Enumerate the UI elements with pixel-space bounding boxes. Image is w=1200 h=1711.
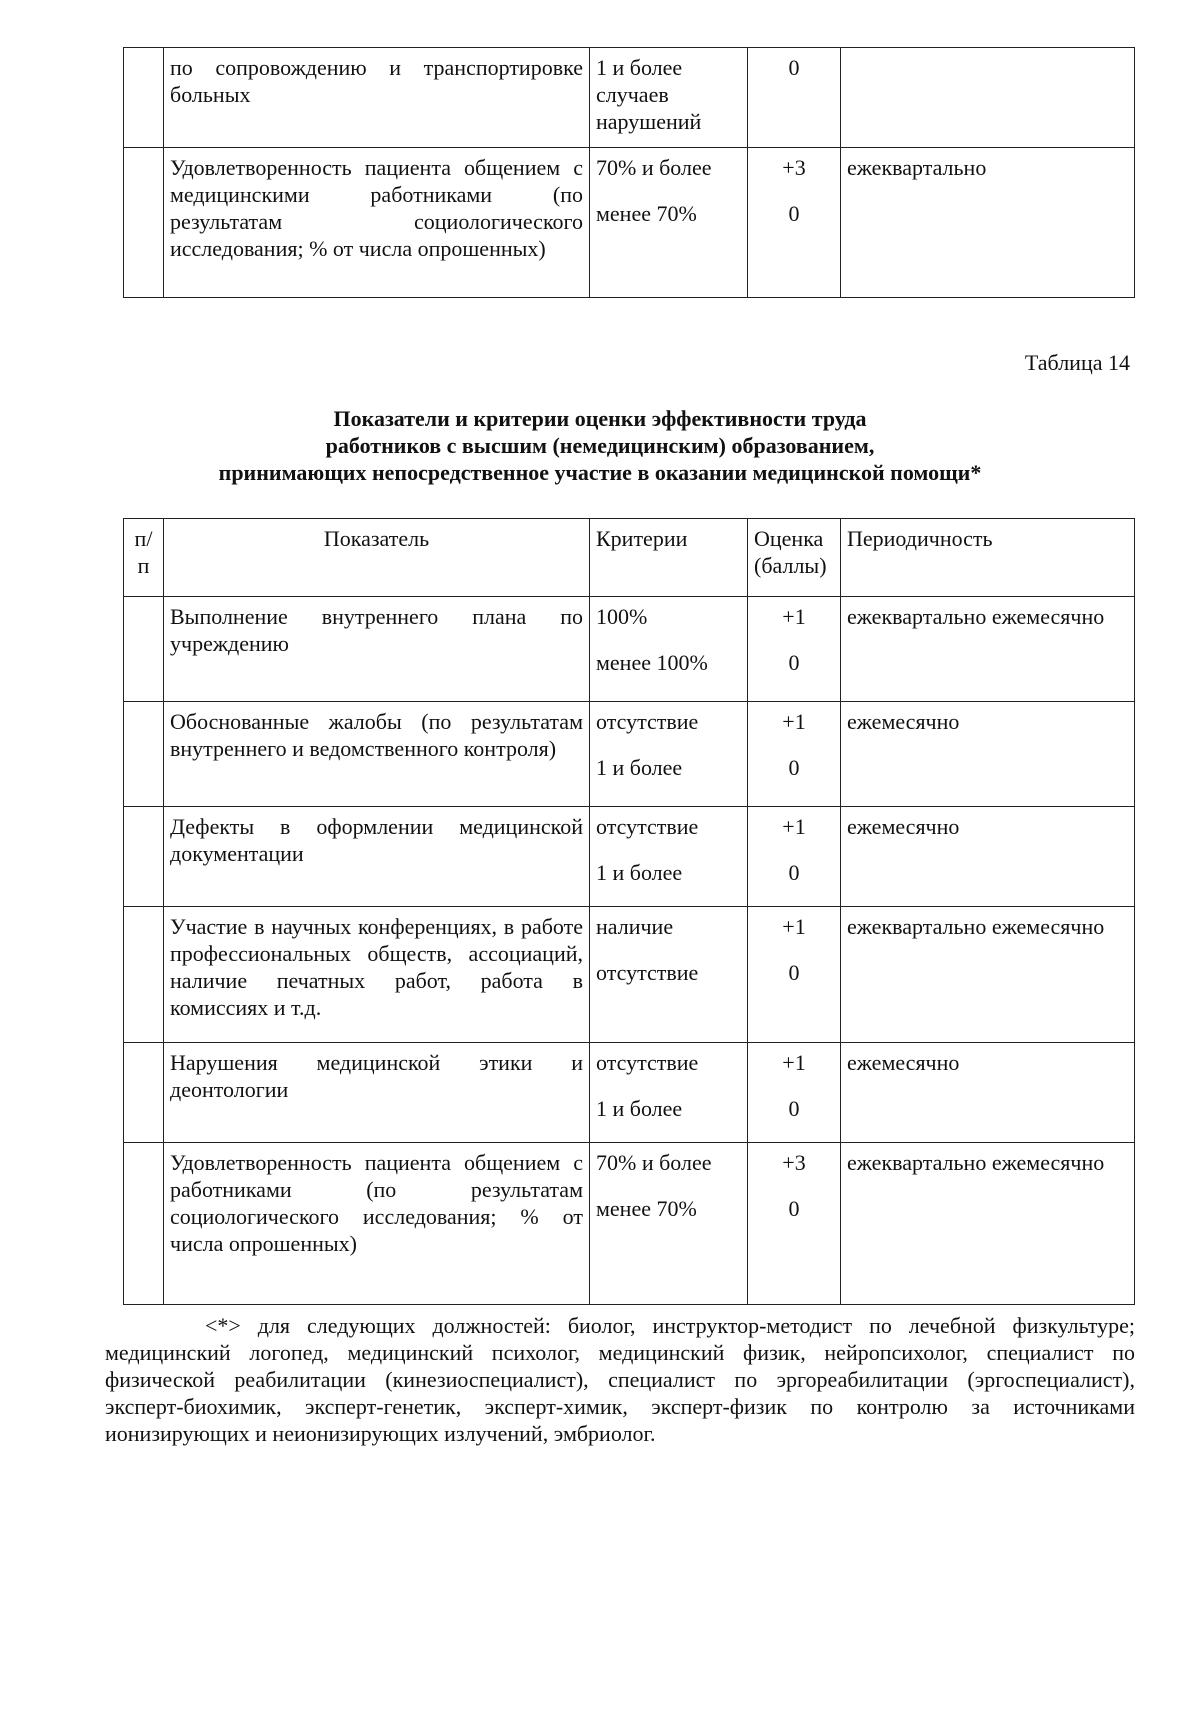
indicator-cell: Дефекты в оформлении медицинской документации xyxy=(164,807,590,907)
indicator-cell: Удовлетворенность пациента общением с медицинскими работниками (по результатам социологического исследования; % от числа опрошенных) xyxy=(164,148,590,298)
row-number-cell xyxy=(124,907,164,1043)
criterion: 100% xyxy=(596,604,648,629)
previous-table-continuation xyxy=(123,47,1135,298)
score: +1 xyxy=(782,604,806,629)
criteria-cell xyxy=(590,807,748,907)
footnote-text: <*> для следующих должностей: биолог, инструктор-методист по лечебной физкультуре; медицинский логопед, медицинский психолог, медицинский физик, нейропсихолог, специалист по физической реабилитации (кинезиоспециалист), специалист по эргореабилитации (эргоспециалист), эксперт-биохимик, эксперт-генетик, эксперт-химик, эксперт-физик по контролю за источниками ионизирующих и неионизирующих излучений, эмбриолог. xyxy=(105,1313,1135,1446)
period-cell: ежеквартально ежемесячно xyxy=(841,597,1135,702)
score: +1 xyxy=(782,814,806,839)
score-cell xyxy=(748,1043,841,1143)
indicator-cell: Выполнение внутреннего плана по учреждению xyxy=(164,597,590,702)
row-number-cell xyxy=(124,702,164,807)
score: +3 xyxy=(782,1150,806,1175)
table-row xyxy=(124,1043,1135,1143)
score-cell xyxy=(748,907,841,1043)
score-cell xyxy=(748,48,841,148)
criterion: отсутствие xyxy=(596,1050,699,1075)
row-number-cell xyxy=(124,597,164,702)
criteria-cell xyxy=(590,1143,748,1305)
footnote xyxy=(105,1312,1135,1447)
table-header-row xyxy=(124,519,1135,597)
score: 0 xyxy=(788,1196,800,1221)
score: 0 xyxy=(788,1096,800,1121)
score: +1 xyxy=(782,709,806,734)
score: 0 xyxy=(788,650,800,675)
criterion: менее 100% xyxy=(596,650,708,675)
period-cell: ежемесячно xyxy=(841,702,1135,807)
criteria-cell xyxy=(590,907,748,1043)
criterion: отсутствие xyxy=(596,814,699,839)
score: 0 xyxy=(788,55,800,80)
table-row xyxy=(124,907,1135,1043)
criterion: наличие xyxy=(596,914,674,939)
criterion: 1 и более xyxy=(596,860,683,885)
score: +1 xyxy=(782,914,806,939)
header-indicator: Показатель xyxy=(164,519,590,597)
row-number-cell xyxy=(124,1143,164,1305)
criterion: 1 и более xyxy=(596,1096,683,1121)
score: +3 xyxy=(782,155,806,180)
header-period: Периодичность xyxy=(841,519,1135,597)
row-number-cell xyxy=(124,48,164,148)
indicator-cell: Нарушения медицинской этики и деонтологии xyxy=(164,1043,590,1143)
header-score: Оценка (баллы) xyxy=(748,519,841,597)
row-number-cell xyxy=(124,807,164,907)
score-cell xyxy=(748,148,841,298)
indicator-cell: по сопровождению и транспортировке больных xyxy=(164,48,590,148)
score: 0 xyxy=(788,755,800,780)
score-cell xyxy=(748,702,841,807)
score: 0 xyxy=(788,960,800,985)
table-row xyxy=(124,148,1135,298)
score-cell xyxy=(748,1143,841,1305)
criterion: отсутствие xyxy=(596,960,699,985)
criteria-cell xyxy=(590,1043,748,1143)
period-cell: ежеквартально ежемесячно xyxy=(841,907,1135,1043)
period-cell: ежеквартально xyxy=(841,148,1135,298)
score: +1 xyxy=(782,1050,806,1075)
table-row xyxy=(124,597,1135,702)
indicator-cell: Удовлетворенность пациента общением с работниками (по результатам социологического исследования; % от числа опрошенных) xyxy=(164,1143,590,1305)
score: 0 xyxy=(788,201,800,226)
indicator-cell: Обоснованные жалобы (по результатам внутреннего и ведомственного контроля) xyxy=(164,702,590,807)
criterion: 1 и более случаев нарушений xyxy=(596,55,702,134)
period-cell: ежемесячно xyxy=(841,1043,1135,1143)
title-line: Показатели и критерии оценки эффективности труда xyxy=(333,406,867,431)
criteria-table xyxy=(123,518,1135,1305)
table-title xyxy=(0,405,1200,486)
criteria-cell xyxy=(590,597,748,702)
criteria-cell xyxy=(590,702,748,807)
table-number: Таблица 14 xyxy=(1024,350,1130,375)
criterion: 70% и более xyxy=(596,1150,712,1175)
criterion: 1 и более xyxy=(596,755,683,780)
criterion: менее 70% xyxy=(596,1196,697,1221)
criterion: 70% и более xyxy=(596,155,712,180)
table-row xyxy=(124,807,1135,907)
table-row xyxy=(124,702,1135,807)
row-number-cell xyxy=(124,1043,164,1143)
period-cell: ежемесячно xyxy=(841,807,1135,907)
title-line: принимающих непосредственное участие в оказании медицинской помощи* xyxy=(218,460,982,485)
period-cell: ежеквартально ежемесячно xyxy=(841,1143,1135,1305)
criteria-cell xyxy=(590,148,748,298)
table-row xyxy=(124,48,1135,148)
header-number: п/п xyxy=(124,519,164,597)
title-line: работников с высшим (немедицинским) образованием, xyxy=(325,433,875,458)
criterion: менее 70% xyxy=(596,201,697,226)
row-number-cell xyxy=(124,148,164,298)
criterion: отсутствие xyxy=(596,709,699,734)
table-row xyxy=(124,1143,1135,1305)
period-cell xyxy=(841,48,1135,148)
score: 0 xyxy=(788,860,800,885)
indicator-cell: Участие в научных конференциях, в работе профессиональных обществ, ассоциаций, наличие печатных работ, работа в комиссиях и т.д. xyxy=(164,907,590,1043)
criteria-cell xyxy=(590,48,748,148)
header-criteria: Критерии xyxy=(590,519,748,597)
score-cell xyxy=(748,597,841,702)
score-cell xyxy=(748,807,841,907)
